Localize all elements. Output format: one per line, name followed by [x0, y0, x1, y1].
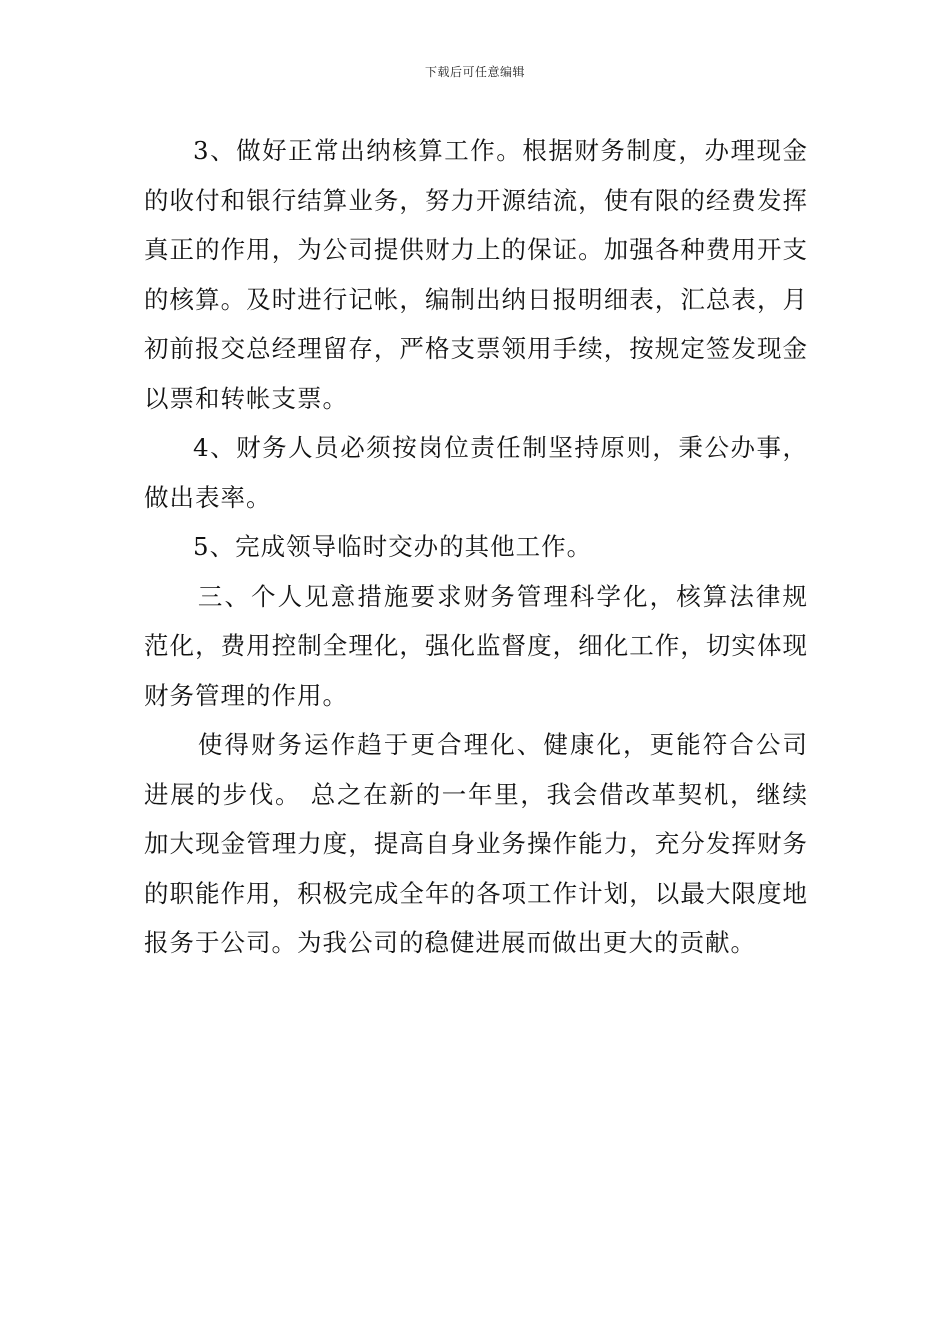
paragraph-item-4: 4、财务人员必须按岗位责任制坚持原则，秉公办事，做出表率。 [144, 433, 808, 512]
paragraph-section-3: 三、个人见意措施要求财务管理科学化，核算法律规范化，费用控制全理化，强化监督度，细化工作，切实体现财务管理的作用。 [144, 581, 808, 710]
paragraph-conclusion: 使得财务运作趋于更合理化、健康化，更能符合公司进展的步伐。 总之在新的一年里，我会借改革契机，继续加大现金管理力度，提高自身业务操作能力，充分发挥财务的职能作用，积极完成全年的各项工作计划，以最大限度地报务于公司。为我公司的稳健进展而做出更大的贡献。 [144, 730, 808, 957]
paragraph-item-3: 3、做好正常出纳核算工作。根据财务制度，办理现金的收付和银行结算业务，努力开源结流，使有限的经费发挥真正的作用，为公司提供财力上的保证。加强各种费用开支的核算。及时进行记帐，编制出纳日报明细表，汇总表，月初前报交总经理留存，严格支票领用手续，按规定签发现金以票和转帐支票。 [144, 136, 808, 413]
document-body [144, 126, 808, 968]
page-header: 下载后可任意编辑 [424, 65, 525, 79]
paragraph-item-5: 5、完成领导临时交办的其他工作。 [193, 532, 593, 561]
